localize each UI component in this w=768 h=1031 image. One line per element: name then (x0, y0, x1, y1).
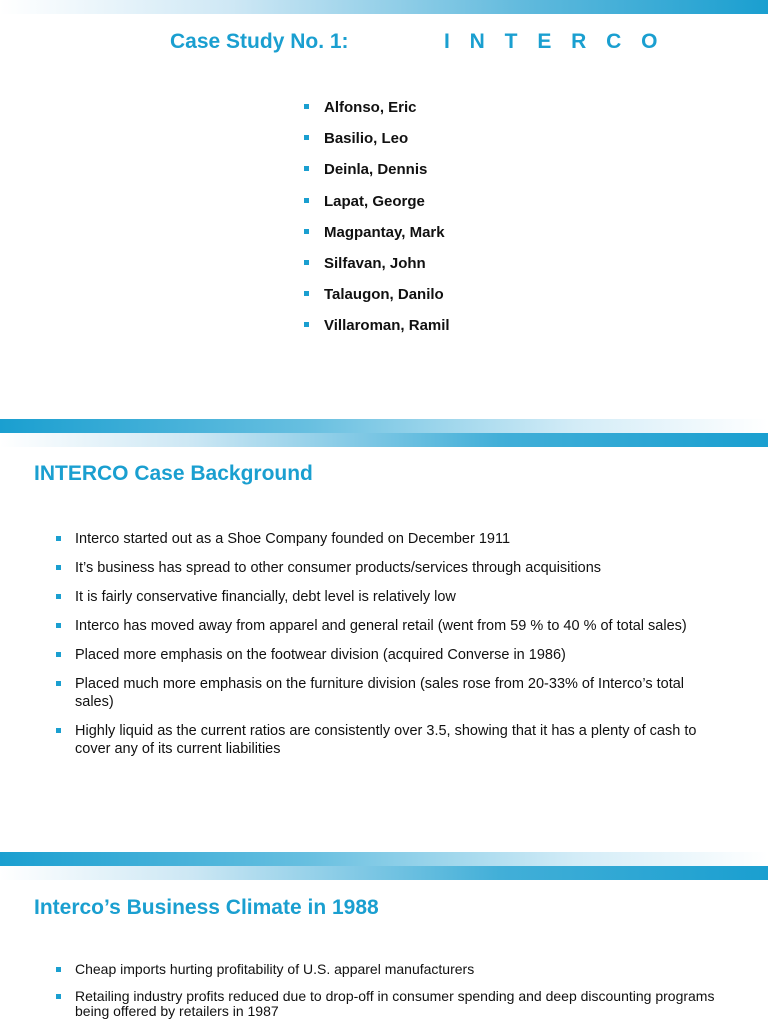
list-item: Placed much more emphasis on the furniture division (sales rose from 20-33% of Interco’s total sales) (56, 675, 726, 711)
list-item: Lapat, George (304, 192, 450, 223)
bullet-icon (56, 967, 61, 972)
list-item: Retailing industry profits reduced due to drop-off in consumer spending and deep discounting programs being offered by retailers in 1987 (56, 989, 726, 1019)
list-item: Villaroman, Ramil (304, 316, 450, 347)
list-item: Interco has moved away from apparel and general retail (went from 59 % to 40 % of total sales) (56, 617, 726, 635)
bullet-icon (56, 565, 61, 570)
top-decorative-band (0, 0, 768, 14)
case-study-title: Case Study No. 1: (170, 30, 349, 53)
list-item: Deinla, Dennis (304, 160, 450, 191)
bullet-icon (304, 104, 309, 109)
list-item: It’s business has spread to other consumer products/services through acquisitions (56, 559, 726, 577)
divider-band-gradient (0, 419, 768, 433)
bullet-icon (56, 681, 61, 686)
list-item: Silfavan, John (304, 254, 450, 285)
bullet-icon (304, 291, 309, 296)
slide-title: Interco’s Business Climate in 1988 (34, 896, 379, 919)
list-item: Magpantay, Mark (304, 223, 450, 254)
list-item: Cheap imports hurting profitability of U.S. apparel manufacturers (56, 962, 726, 977)
list-item: Highly liquid as the current ratios are consistently over 3.5, showing that it has a plenty of cash to cover any of its current liabilities (56, 722, 726, 758)
bullet-icon (56, 728, 61, 733)
bullet-icon (304, 198, 309, 203)
background-bullet-list (56, 530, 726, 769)
divider-band-gradient (0, 852, 768, 866)
bullet-icon (56, 994, 61, 999)
bullet-icon (304, 260, 309, 265)
slide-title: INTERCO Case Background (34, 462, 313, 485)
climate-bullet-list (56, 962, 726, 1031)
bullet-icon (304, 166, 309, 171)
bullet-icon (56, 594, 61, 599)
bullet-icon (304, 322, 309, 327)
list-item: Basilio, Leo (304, 129, 450, 160)
bullet-icon (56, 652, 61, 657)
bullet-icon (304, 135, 309, 140)
bullet-icon (56, 536, 61, 541)
list-item: Talaugon, Danilo (304, 285, 450, 316)
member-list (304, 98, 450, 348)
company-title: I N T E R C O (444, 30, 665, 53)
slide-top-band (0, 433, 768, 447)
bullet-icon (56, 623, 61, 628)
list-item: Interco started out as a Shoe Company founded on December 1911 (56, 530, 726, 548)
list-item: Placed more emphasis on the footwear division (acquired Converse in 1986) (56, 646, 726, 664)
list-item: Alfonso, Eric (304, 98, 450, 129)
bullet-icon (304, 229, 309, 234)
slide-top-band (0, 866, 768, 880)
list-item: It is fairly conservative financially, debt level is relatively low (56, 588, 726, 606)
